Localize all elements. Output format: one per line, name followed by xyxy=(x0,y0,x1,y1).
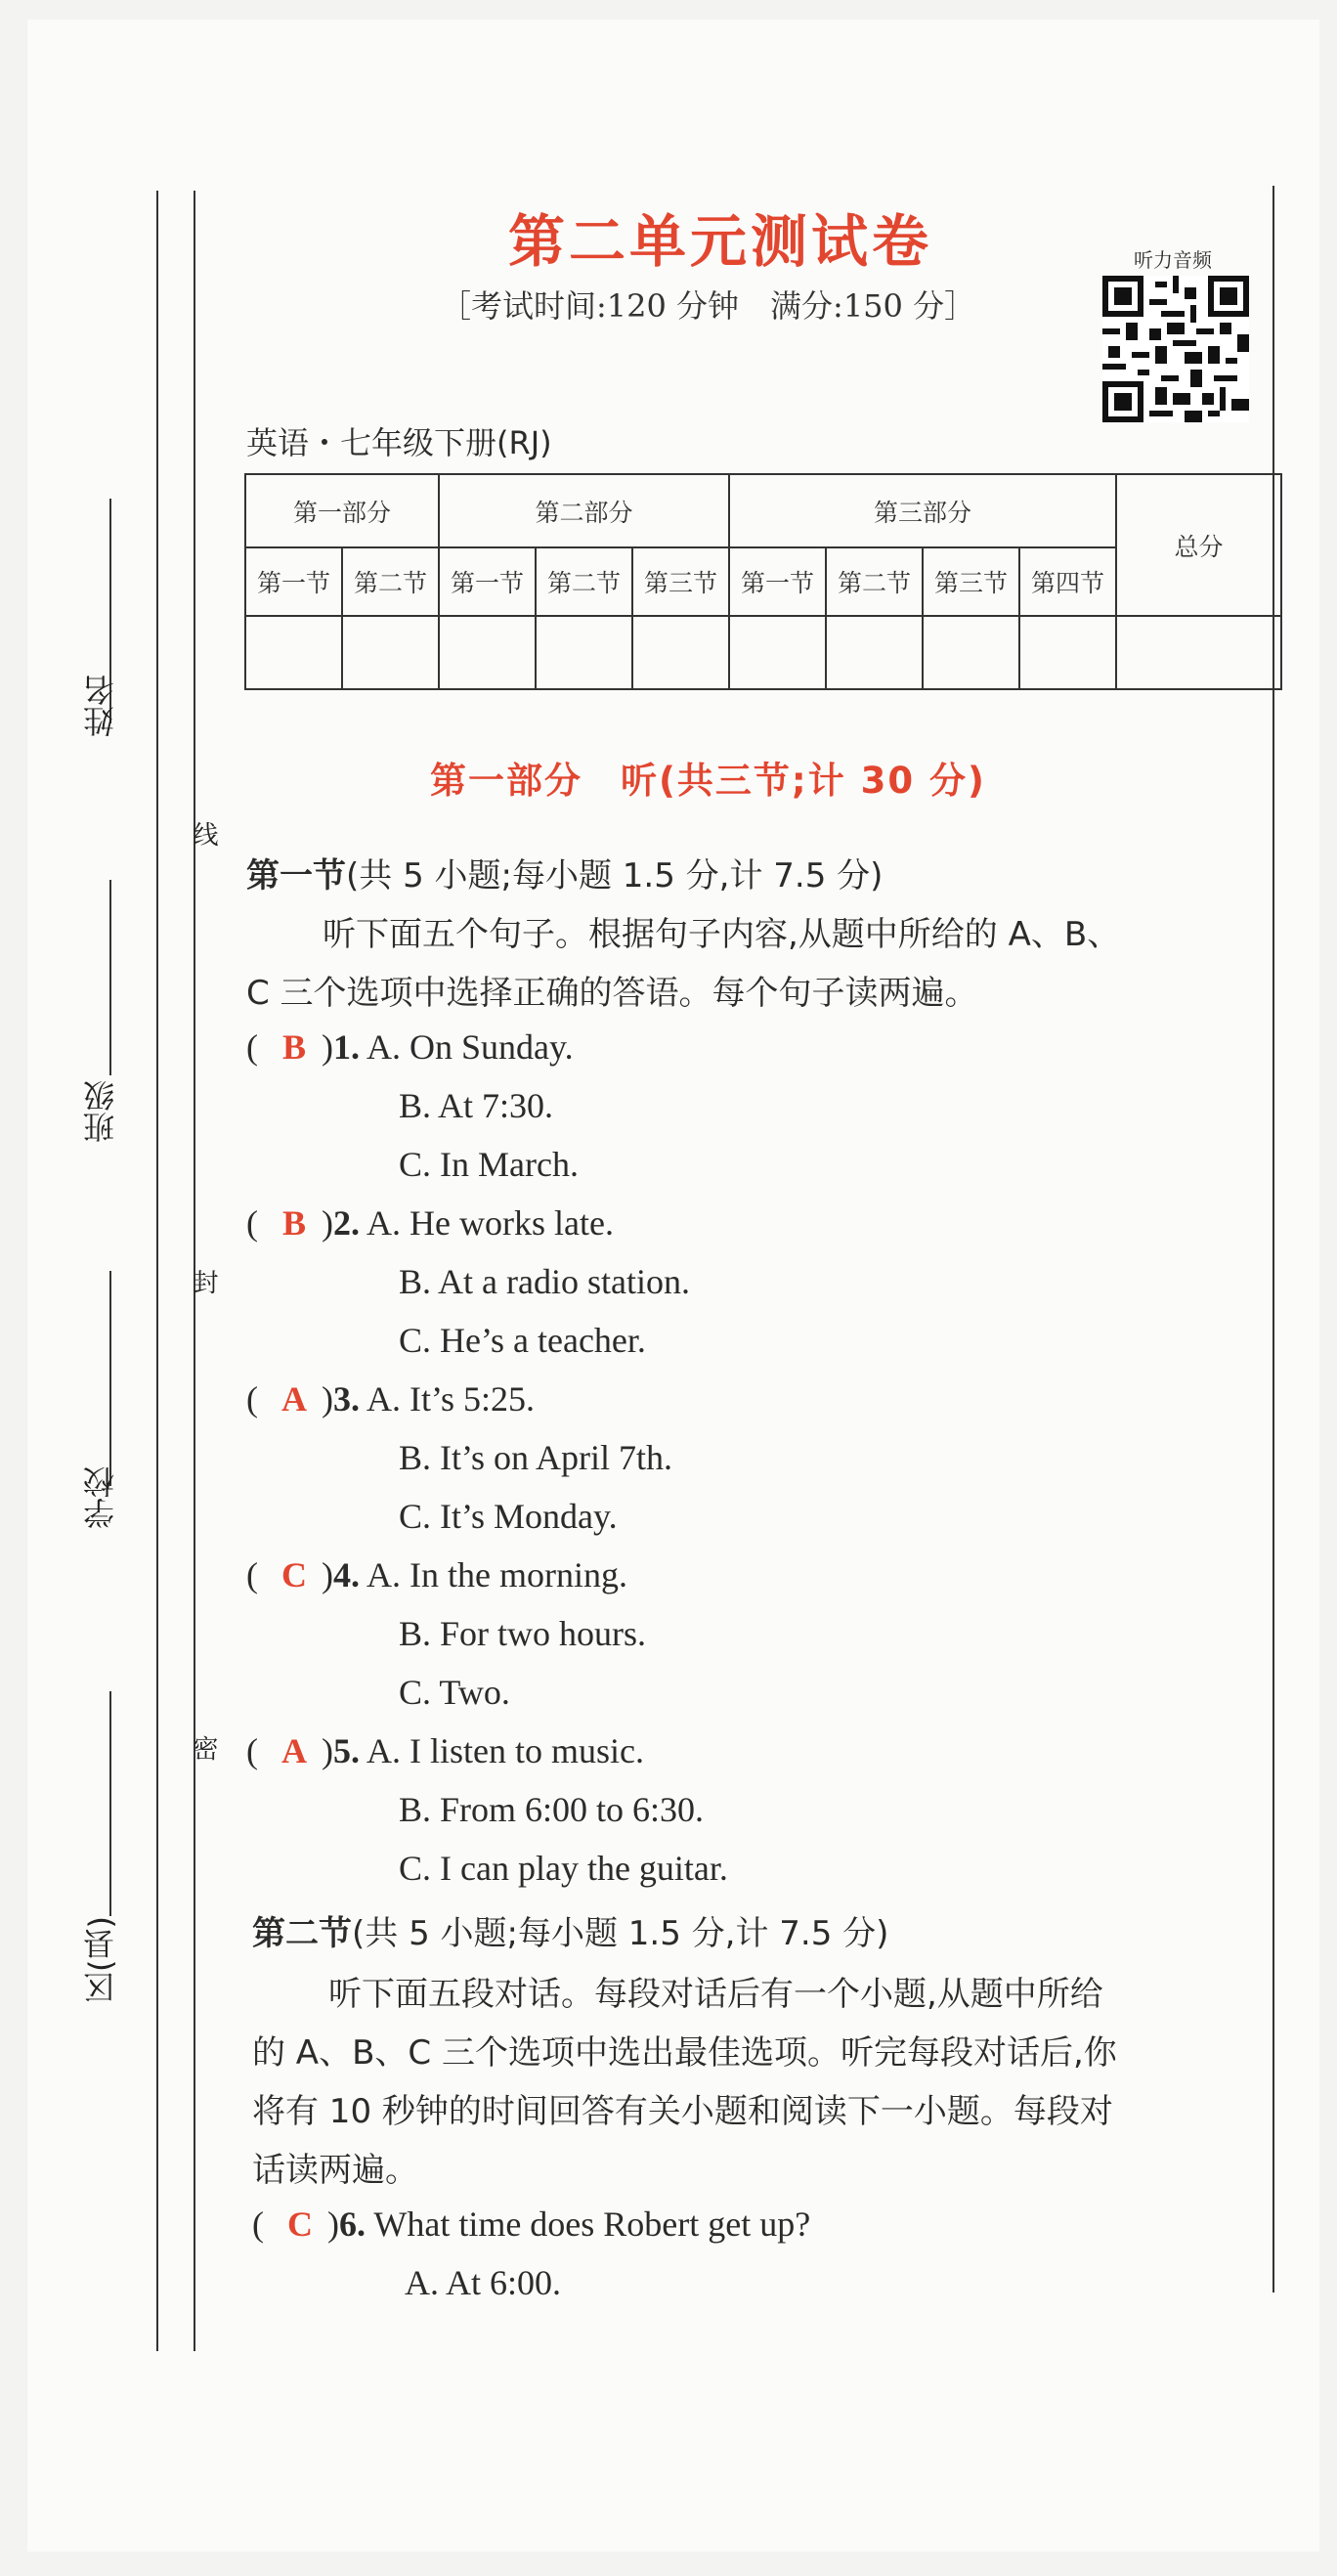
seal-mark-line: 线 xyxy=(189,821,218,847)
qr-code-icon[interactable] xyxy=(1102,276,1249,422)
question-text: What time does Robert get up? xyxy=(373,2205,811,2244)
side-label-school: 学校 xyxy=(82,1466,119,1529)
question-number: 2. xyxy=(333,1203,360,1243)
question-number: 1. xyxy=(333,1027,360,1067)
score-section-3-1: 第一节 xyxy=(729,547,826,616)
subject-label: 英语・七年级下册(RJ) xyxy=(246,424,552,461)
score-section-2-2: 第二节 xyxy=(536,547,632,616)
score-cell[interactable] xyxy=(632,616,729,689)
seal-mark-secret: 密 xyxy=(189,1735,218,1761)
section1-instruction-line1: 听下面五个句子。根据句子内容,从题中所给的 A、B、 xyxy=(323,915,1121,954)
question-number: 5. xyxy=(333,1731,360,1770)
side-label-district: 区(县) xyxy=(82,1916,119,2003)
question-5: ( A )5. A. I listen to music. xyxy=(246,1731,644,1770)
part1-title: 第一部分 听(共三节;计 30 分) xyxy=(430,760,986,802)
side-label-class: 班级 xyxy=(82,1080,119,1143)
score-table xyxy=(244,473,1282,690)
answer-5[interactable]: A xyxy=(281,1731,307,1770)
question-number: 3. xyxy=(333,1379,360,1419)
section2-header-label: 第二节 xyxy=(252,1914,352,1953)
score-section-1-1: 第一节 xyxy=(245,547,342,616)
score-header-part2: 第二部分 xyxy=(439,474,729,547)
score-header-part3: 第三部分 xyxy=(729,474,1116,547)
section1-header xyxy=(246,849,883,896)
score-cell[interactable] xyxy=(923,616,1019,689)
answer-2[interactable]: B xyxy=(281,1203,306,1243)
question-number: 4. xyxy=(333,1555,360,1594)
answer-3[interactable]: A xyxy=(281,1379,307,1419)
option-c: C. Two. xyxy=(399,1673,510,1712)
section2-instruction-line2: 的 A、B、C 三个选项中选出最佳选项。听完每段对话后,你 xyxy=(252,2033,1117,2073)
option-b: B. At 7:30. xyxy=(399,1086,554,1125)
score-cell[interactable] xyxy=(342,616,439,689)
question-number: 6. xyxy=(339,2205,366,2244)
question-4: ( C )4. A. In the morning. xyxy=(246,1555,627,1594)
answer-1[interactable]: B xyxy=(281,1027,306,1067)
option-b: B. It’s on April 7th. xyxy=(399,1438,673,1477)
question-2: ( B )2. A. He works late. xyxy=(246,1203,614,1243)
exam-info: ［考试时间:120 分钟 满分:150 分］ xyxy=(440,287,976,325)
option-c: C. I can play the guitar. xyxy=(399,1849,728,1888)
score-cell[interactable] xyxy=(536,616,632,689)
qr-label: 听力音频 xyxy=(1134,248,1212,272)
option-b: B. For two hours. xyxy=(399,1614,647,1653)
score-section-3-4: 第四节 xyxy=(1019,547,1116,616)
score-cell[interactable] xyxy=(439,616,536,689)
section2-header xyxy=(252,1906,888,1954)
option-b: B. From 6:00 to 6:30. xyxy=(399,1790,705,1829)
district-fill-line xyxy=(109,1691,111,1916)
section2-instruction-line4: 话读两遍。 xyxy=(252,2151,418,2190)
section1-instruction-line2: C 三个选项中选择正确的答语。每个句子读两遍。 xyxy=(246,974,978,1013)
question-1: ( B )1. A. On Sunday. xyxy=(246,1027,574,1067)
option-c: C. In March. xyxy=(399,1145,579,1184)
option-a: A. He works late. xyxy=(367,1203,614,1243)
score-cell-total[interactable] xyxy=(1116,616,1281,689)
score-cell[interactable] xyxy=(245,616,342,689)
section2-instruction-line1: 听下面五段对话。每段对话后有一个小题,从题中所给 xyxy=(328,1975,1103,2014)
seal-mark-seal: 封 xyxy=(189,1269,218,1294)
section2-instruction-line3: 将有 10 秒钟的时间回答有关小题和阅读下一小题。每段对 xyxy=(252,2092,1113,2131)
section1-header-label: 第一节 xyxy=(246,856,346,895)
school-fill-line xyxy=(109,1271,111,1486)
option-a: A. In the morning. xyxy=(367,1555,627,1594)
option-b: B. At a radio station. xyxy=(399,1262,690,1301)
score-section-3-2: 第二节 xyxy=(826,547,923,616)
option-a: A. On Sunday. xyxy=(367,1027,574,1067)
class-fill-line xyxy=(109,880,111,1075)
page-title: 第二单元测试卷 xyxy=(508,208,933,275)
question-6: ( C )6. What time does Robert get up? xyxy=(252,2205,811,2244)
score-section-2-1: 第一节 xyxy=(439,547,536,616)
score-header-part1: 第一部分 xyxy=(245,474,439,547)
option-a: A. I listen to music. xyxy=(367,1731,644,1770)
answer-4[interactable]: C xyxy=(281,1555,307,1594)
side-label-name: 姓名 xyxy=(82,675,119,737)
score-section-3-3: 第三节 xyxy=(923,547,1019,616)
binding-line-left xyxy=(156,191,158,2351)
score-cell[interactable] xyxy=(1019,616,1116,689)
section1-header-note: (共 5 小题;每小题 1.5 分,计 7.5 分) xyxy=(346,856,884,895)
score-header-total: 总分 xyxy=(1116,474,1281,616)
option-c: C. It’s Monday. xyxy=(399,1497,618,1536)
section2-header-note: (共 5 小题;每小题 1.5 分,计 7.5 分) xyxy=(352,1914,889,1953)
score-cell[interactable] xyxy=(729,616,826,689)
score-section-1-2: 第二节 xyxy=(342,547,439,616)
option-a: A. At 6:00. xyxy=(405,2263,562,2302)
score-section-2-3: 第三节 xyxy=(632,547,729,616)
option-c: C. He’s a teacher. xyxy=(399,1321,646,1360)
answer-6[interactable]: C xyxy=(287,2205,313,2244)
option-a: A. It’s 5:25. xyxy=(367,1379,536,1419)
question-3: ( A )3. A. It’s 5:25. xyxy=(246,1379,536,1419)
score-cell[interactable] xyxy=(826,616,923,689)
